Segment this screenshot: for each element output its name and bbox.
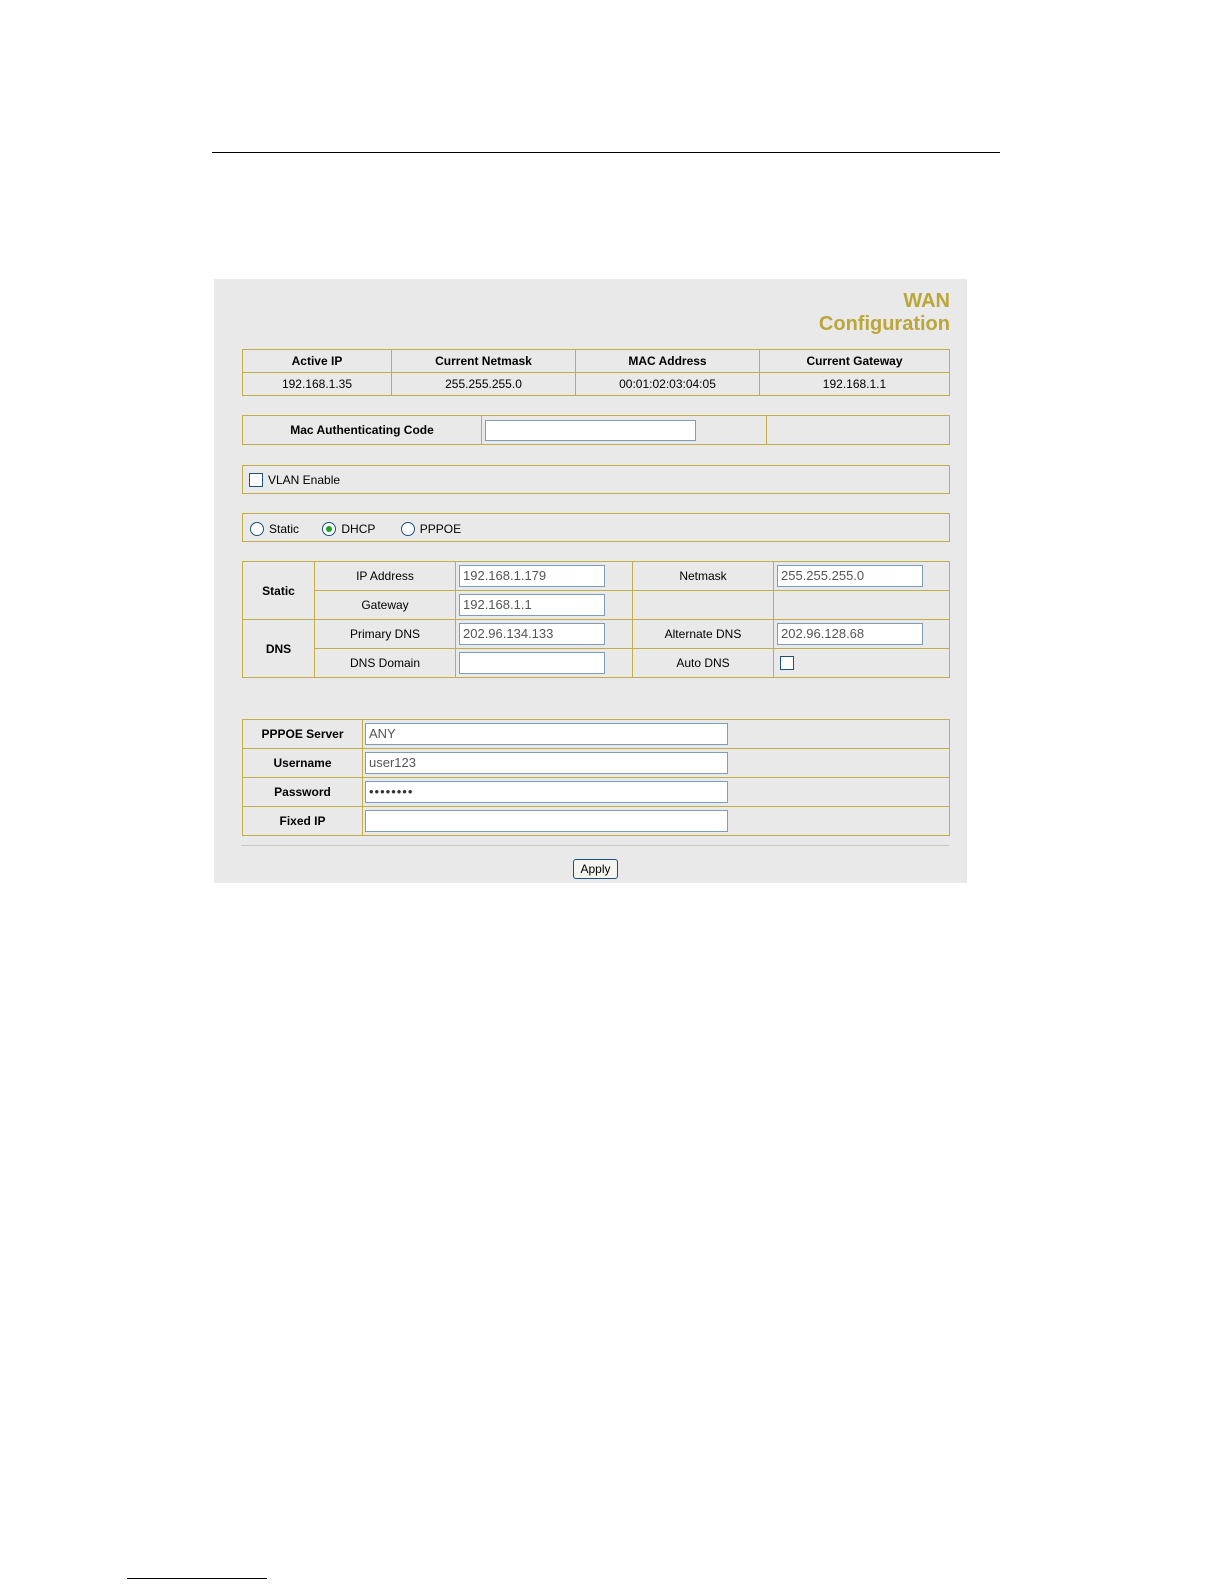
netmask-input[interactable]: 255.255.255.0	[777, 565, 923, 587]
dns-group-label: DNS	[243, 620, 315, 678]
primary-dns-label: Primary DNS	[315, 620, 456, 649]
alternate-dns-input[interactable]: 202.96.128.68	[777, 623, 923, 645]
auto-dns-checkbox[interactable]	[780, 656, 794, 670]
ip-address-input[interactable]: 192.168.1.179	[459, 565, 605, 587]
status-header-mac: MAC Address	[576, 350, 760, 373]
mode-row	[242, 513, 950, 542]
status-header-row	[243, 350, 950, 373]
page-title: WAN Configuration	[818, 290, 950, 335]
status-netmask: 255.255.255.0	[392, 373, 576, 396]
username-label: Username	[243, 749, 363, 778]
netmask-label: Netmask	[633, 562, 774, 591]
vlan-enable-label: VLAN Enable	[268, 472, 341, 487]
status-gateway: 192.168.1.1	[760, 373, 950, 396]
status-active-ip: 192.168.1.35	[243, 373, 392, 396]
mac-auth-spacer	[767, 416, 950, 445]
username-input[interactable]: user123	[365, 752, 728, 774]
dns-domain-input[interactable]	[459, 652, 605, 674]
status-table	[242, 349, 950, 396]
pppoe-server-label: PPPOE Server	[243, 720, 363, 749]
static-dns-table	[242, 561, 950, 678]
dns-domain-label: DNS Domain	[315, 649, 456, 678]
divider	[241, 845, 949, 846]
static-group-label: Static	[243, 562, 315, 620]
mac-auth-input[interactable]	[485, 420, 696, 441]
pppoe-table	[242, 719, 950, 836]
fixed-ip-input[interactable]	[365, 810, 728, 832]
password-label: Password	[243, 778, 363, 807]
status-mac: 00:01:02:03:04:05	[576, 373, 760, 396]
ip-address-label: IP Address	[315, 562, 456, 591]
mode-pppoe-radio[interactable]	[401, 522, 415, 536]
pppoe-server-input[interactable]: ANY	[365, 723, 728, 745]
mac-auth-label: Mac Authenticating Code	[243, 416, 482, 445]
password-input[interactable]: ••••••••	[365, 781, 728, 803]
page-top-rule	[212, 152, 1000, 153]
status-header-gateway: Current Gateway	[760, 350, 950, 373]
mode-static-radio[interactable]	[250, 522, 264, 536]
gateway-input[interactable]: 192.168.1.1	[459, 594, 605, 616]
gateway-label: Gateway	[315, 591, 456, 620]
status-header-netmask: Current Netmask	[392, 350, 576, 373]
empty-cell	[633, 591, 774, 620]
vlan-row	[242, 465, 950, 494]
fixed-ip-label: Fixed IP	[243, 807, 363, 836]
mode-static-label: Static	[269, 521, 300, 536]
wan-config-panel	[214, 279, 967, 883]
mode-pppoe-label: PPPOE	[419, 521, 462, 536]
auto-dns-label: Auto DNS	[633, 649, 774, 678]
status-header-active-ip: Active IP	[243, 350, 392, 373]
mac-auth-table	[242, 415, 950, 445]
status-value-row	[243, 373, 950, 396]
mode-dhcp-radio[interactable]	[322, 522, 336, 536]
footnote-rule	[127, 1578, 267, 1579]
vlan-enable-checkbox[interactable]	[249, 473, 263, 487]
empty-cell	[774, 591, 950, 620]
apply-button[interactable]: Apply	[573, 859, 618, 879]
alternate-dns-label: Alternate DNS	[633, 620, 774, 649]
mode-dhcp-label: DHCP	[341, 521, 376, 536]
primary-dns-input[interactable]: 202.96.134.133	[459, 623, 605, 645]
